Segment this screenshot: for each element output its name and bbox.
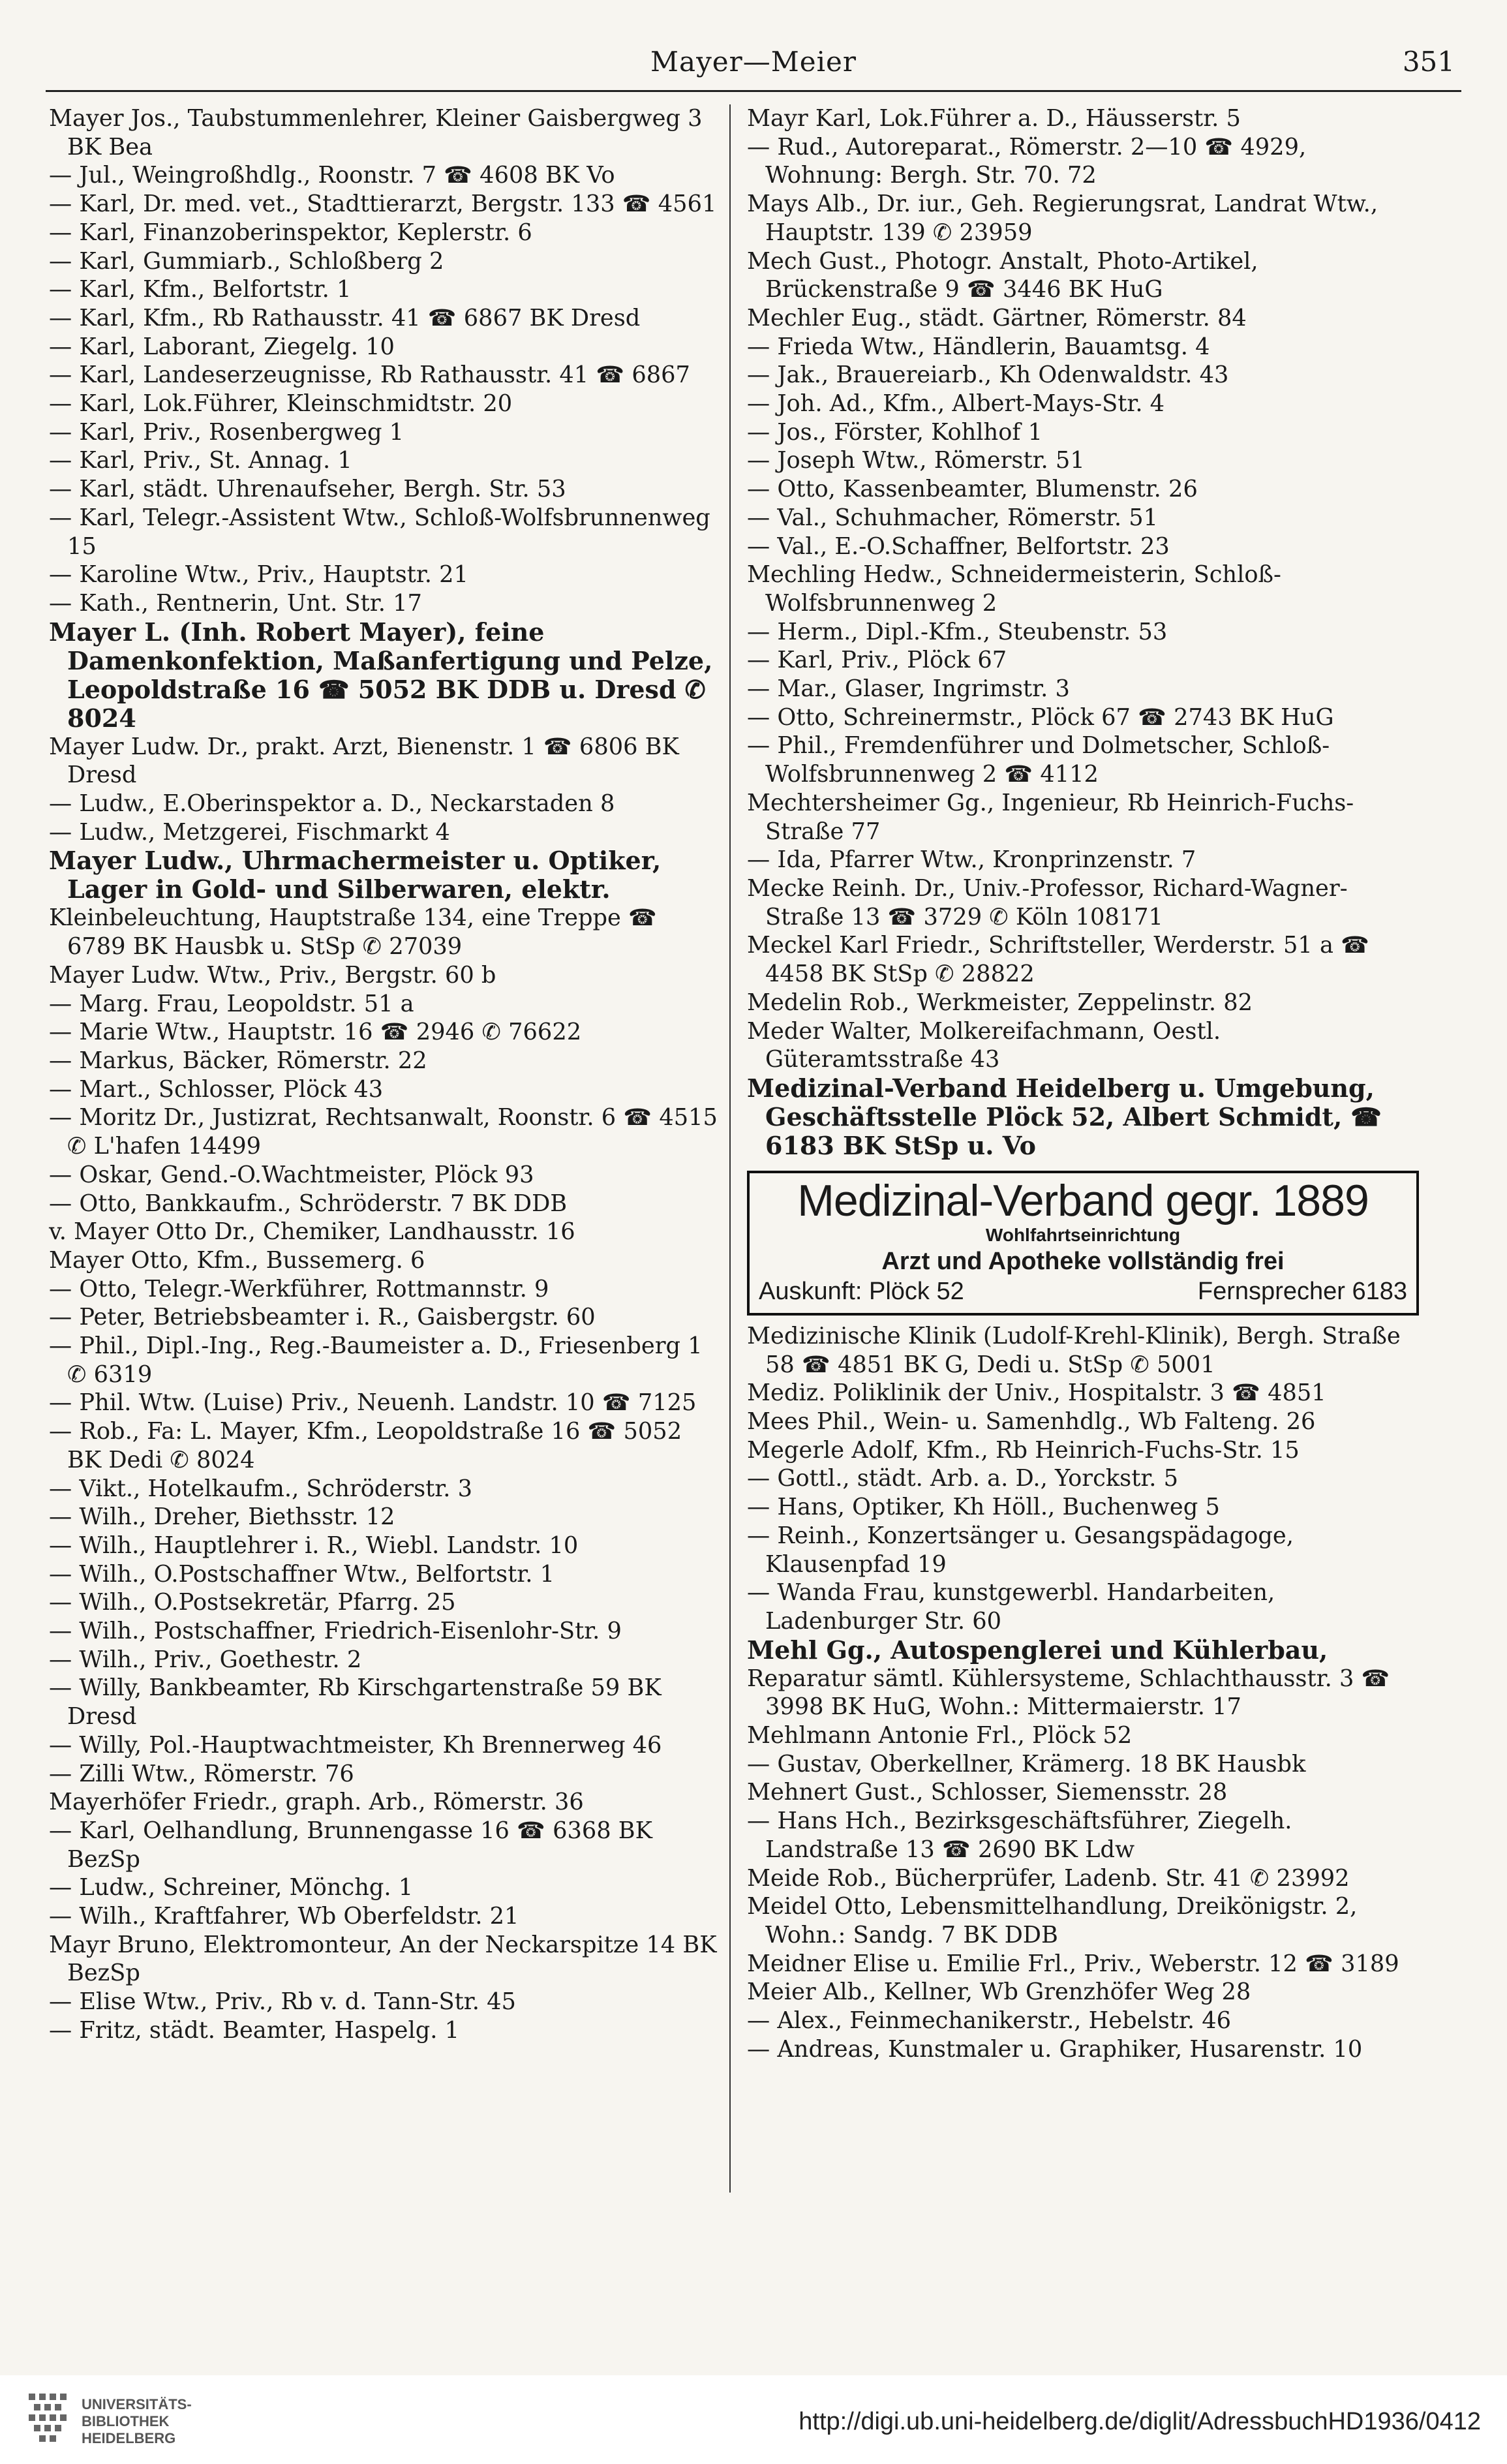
directory-entry: — Wanda Frau, kunstgewerbl. Handarbeiten, Ladenburger Str. 60 bbox=[747, 1579, 1275, 1635]
directory-entry: Mayr Bruno, Elektromonteur, An der Neckarspitze 14 BK BezSp bbox=[49, 1931, 717, 1987]
medizinal-verband-advertisement bbox=[747, 1171, 1419, 1316]
directory-entry: Meier Alb., Kellner, Wb Grenzhöfer Weg 28 bbox=[747, 1979, 1251, 2006]
directory-entry: — Karl, Kfm., Rb Rathausstr. 41 ☎ 6867 BK Dresd bbox=[49, 304, 641, 331]
directory-entry: — Moritz Dr., Justizrat, Rechtsanwalt, Roonstr. 6 ☎ 4515 ✆ L'hafen 14499 bbox=[49, 1104, 718, 1160]
directory-entry: — Val., Schuhmacher, Römerstr. 51 bbox=[747, 504, 1158, 531]
directory-entry: — Joseph Wtw., Römerstr. 51 bbox=[747, 447, 1085, 474]
directory-entry: — Fritz, städt. Beamter, Haspelg. 1 bbox=[49, 2016, 460, 2044]
directory-entry: Medelin Rob., Werkmeister, Zeppelinstr. 82 bbox=[747, 989, 1253, 1016]
directory-entry: — Elise Wtw., Priv., Rb v. d. Tann-Str. 45 bbox=[49, 1988, 516, 2016]
directory-entry: — Kath., Rentnerin, Unt. Str. 17 bbox=[49, 589, 422, 617]
directory-entry: — Karl, Gummiarb., Schloßberg 2 bbox=[49, 247, 444, 275]
directory-entry: Mehnert Gust., Schlosser, Siemensstr. 28 bbox=[747, 1779, 1228, 1806]
running-title: Mayer—Meier bbox=[650, 46, 857, 78]
directory-entry: — Otto, Kassenbeamter, Blumenstr. 26 bbox=[747, 476, 1198, 503]
right-column-top bbox=[747, 104, 1419, 1160]
directory-entry: — Markus, Bäcker, Römerstr. 22 bbox=[49, 1047, 427, 1074]
directory-entry: — Mar., Glaser, Ingrimstr. 3 bbox=[747, 675, 1070, 703]
directory-entry: Mayr Karl, Lok.Führer a. D., Häusserstr. 5 bbox=[747, 105, 1241, 132]
directory-entry: — Gustav, Oberkellner, Krämerg. 18 BK Hausbk bbox=[747, 1750, 1306, 1778]
directory-entry: — Vikt., Hotelkaufm., Schröderstr. 3 bbox=[49, 1475, 472, 1502]
directory-entry: — Jos., Förster, Kohlhof 1 bbox=[747, 418, 1043, 446]
directory-entry: — Karoline Wtw., Priv., Hauptstr. 21 bbox=[49, 561, 468, 589]
directory-entry: Medizinische Klinik (Ludolf-Krehl-Klinik), Bergh. Straße 58 ☎ 4851 BK G, Dedi u. StSp ✆ 5001 bbox=[747, 1322, 1401, 1378]
directory-entry: Mayer L. (Inh. Robert Mayer), feine Damenkonfektion, Maßanfertigung und Pelze, Leopoldstraße 16 ☎ 5052 BK DDB u. Dresd ✆ 8024 bbox=[49, 617, 713, 733]
directory-entry: — Wilh., Priv., Goethestr. 2 bbox=[49, 1646, 362, 1673]
header-rule bbox=[46, 90, 1461, 92]
directory-entry: Meder Walter, Molkereifachmann, Oestl. Güteramtsstraße 43 bbox=[747, 1017, 1221, 1073]
directory-entry: — Wilh., Kraftfahrer, Wb Oberfeldstr. 21 bbox=[49, 1903, 519, 1930]
directory-entry: Mech Gust., Photogr. Anstalt, Photo-Artikel, Brückenstraße 9 ☎ 3446 BK HuG bbox=[747, 247, 1258, 303]
directory-entry: — Willy, Pol.-Hauptwachtmeister, Kh Brennerweg 46 bbox=[49, 1731, 662, 1759]
right-column bbox=[747, 104, 1419, 2063]
directory-entry: — Wilh., Hauptlehrer i. R., Wiebl. Landstr. 10 bbox=[49, 1532, 579, 1559]
directory-entry: — Marie Wtw., Hauptstr. 16 ☎ 2946 ✆ 76622 bbox=[49, 1019, 582, 1046]
page-header bbox=[46, 46, 1461, 85]
directory-entry: — Ludw., Metzgerei, Fischmarkt 4 bbox=[49, 818, 450, 846]
left-column bbox=[49, 104, 721, 2045]
source-url-link[interactable]: http://digi.ub.uni-heidelberg.de/diglit/AdressbuchHD1936/0412 bbox=[799, 2408, 1481, 2435]
directory-entry: Mehl Gg., Autospenglerei und Kühlerbau, bbox=[747, 1635, 1328, 1665]
page-footer bbox=[0, 2375, 1507, 2464]
directory-entry: Mehlmann Antonie Frl., Plöck 52 bbox=[747, 1722, 1133, 1749]
directory-entry: — Karl, städt. Uhrenaufseher, Bergh. Str. 53 bbox=[49, 476, 566, 503]
directory-entry: — Karl, Oelhandlung, Brunnengasse 16 ☎ 6368 BK BezSp bbox=[49, 1817, 652, 1873]
directory-entry: Mayer Ludw. Dr., prakt. Arzt, Bienenstr. 1 ☎ 6806 BK Dresd bbox=[49, 733, 679, 789]
directory-entry: — Karl, Kfm., Belfortstr. 1 bbox=[49, 276, 352, 303]
directory-entry: — Andreas, Kunstmaler u. Graphiker, Husarenstr. 10 bbox=[747, 2035, 1363, 2063]
directory-entry: — Marg. Frau, Leopoldstr. 51 a bbox=[49, 990, 414, 1017]
directory-entry: — Otto, Schreinermstr., Plöck 67 ☎ 2743 BK HuG bbox=[747, 703, 1334, 731]
directory-entry: — Oskar, Gend.-O.Wachtmeister, Plöck 93 bbox=[49, 1161, 534, 1188]
directory-entry: Meidel Otto, Lebensmittelhandlung, Dreikönigstr. 2, Wohn.: Sandg. 7 BK DDB bbox=[747, 1893, 1358, 1948]
directory-entry: — Karl, Dr. med. vet., Stadttierarzt, Bergstr. 133 ☎ 4561 bbox=[49, 191, 717, 218]
directory-entry: — Val., E.-O.Schaffner, Belfortstr. 23 bbox=[747, 532, 1170, 560]
directory-entry: — Phil., Dipl.-Ing., Reg.-Baumeister a. D., Friesenberg 1 ✆ 6319 bbox=[49, 1332, 703, 1388]
directory-entry: Meidner Elise u. Emilie Frl., Priv., Weberstr. 12 ☎ 3189 bbox=[747, 1950, 1399, 1977]
directory-entry: v. Mayer Otto Dr., Chemiker, Landhausstr. 16 bbox=[49, 1218, 575, 1246]
ad-subtitle: Wohlfahrtseinrichtung bbox=[985, 1224, 1181, 1245]
directory-entry: Kleinbeleuchtung, Hauptstraße 134, eine Treppe ☎ 6789 BK Hausbk u. StSp ✆ 27039 bbox=[49, 904, 657, 961]
directory-entry: — Herm., Dipl.-Kfm., Steubenstr. 53 bbox=[747, 618, 1168, 645]
directory-entry: — Reinh., Konzertsänger u. Gesangspädagoge, Klausenpfad 19 bbox=[747, 1522, 1294, 1578]
directory-entry: Mechtersheimer Gg., Ingenieur, Rb Heinrich-Fuchs-Straße 77 bbox=[747, 789, 1354, 845]
directory-entry: — Karl, Laborant, Ziegelg. 10 bbox=[49, 333, 395, 360]
directory-entry: — Ida, Pfarrer Wtw., Kronprinzenstr. 7 bbox=[747, 846, 1196, 874]
directory-entry: Mays Alb., Dr. iur., Geh. Regierungsrat, Landrat Wtw., Hauptstr. 139 ✆ 23959 bbox=[747, 191, 1378, 246]
directory-entry: Mees Phil., Wein- u. Samenhdlg., Wb Falteng. 26 bbox=[747, 1408, 1316, 1436]
directory-entry: — Zilli Wtw., Römerstr. 76 bbox=[49, 1760, 354, 1787]
directory-entry: Mechler Eug., städt. Gärtner, Römerstr. 84 bbox=[747, 304, 1247, 331]
directory-entry: — Hans, Optiker, Kh Höll., Buchenweg 5 bbox=[747, 1494, 1220, 1521]
directory-entry: Mayer Ludw. Wtw., Priv., Bergstr. 60 b bbox=[49, 961, 496, 989]
directory-entry: — Karl, Landeserzeugnisse, Rb Rathausstr. 41 ☎ 6867 bbox=[49, 362, 690, 389]
directory-entry: Reparatur sämtl. Kühlersysteme, Schlachthausstr. 3 ☎ 3998 BK HuG, Wohn.: Mittermaierstr. 17 bbox=[747, 1665, 1390, 1721]
directory-entry: — Wilh., Dreher, Biethsstr. 12 bbox=[49, 1503, 395, 1531]
directory-entry: Mecke Reinh. Dr., Univ.-Professor, Richard-Wagner-Straße 13 ☎ 3729 ✆ Köln 108171 bbox=[747, 874, 1348, 931]
right-column-bottom bbox=[747, 1322, 1419, 2064]
directory-entry: — Rud., Autoreparat., Römerstr. 2—10 ☎ 4929, Wohnung: Bergh. Str. 70. 72 bbox=[747, 133, 1307, 189]
ad-info-left: Auskunft: Plöck 52 bbox=[759, 1277, 964, 1305]
directory-entry: — Gottl., städt. Arb. a. D., Yorckstr. 5 bbox=[747, 1465, 1179, 1492]
directory-entry: — Frieda Wtw., Händlerin, Bauamtsg. 4 bbox=[747, 333, 1210, 360]
directory-entry: — Alex., Feinmechanikerstr., Hebelstr. 46 bbox=[747, 2007, 1232, 2035]
library-name: UNIVERSITÄTS- BIBLIOTHEK HEIDELBERG bbox=[82, 2396, 192, 2446]
directory-entry: — Karl, Telegr.-Assistent Wtw., Schloß-Wolfsbrunnenweg 15 bbox=[49, 504, 710, 560]
directory-entry: — Otto, Telegr.-Werkführer, Rottmannstr. 9 bbox=[49, 1275, 549, 1302]
directory-entry: — Mart., Schlosser, Plöck 43 bbox=[49, 1075, 384, 1103]
directory-entry: Mechling Hedw., Schneidermeisterin, Schloß-Wolfsbrunnenweg 2 bbox=[747, 561, 1281, 617]
ad-title: Medizinal-Verband gegr. 1889 bbox=[797, 1175, 1369, 1225]
directory-entry: — Hans Hch., Bezirksgeschäftsführer, Ziegelh. Landstraße 13 ☎ 2690 BK Ldw bbox=[747, 1808, 1292, 1863]
directory-entry: — Peter, Betriebsbeamter i. R., Gaisbergstr. 60 bbox=[49, 1304, 596, 1331]
university-library-logo-icon bbox=[26, 2390, 72, 2448]
directory-entry: Medizinal-Verband Heidelberg u. Umgebung, Geschäftsstelle Plöck 52, Albert Schmidt, ☎ 6183 BK StSp u. Vo bbox=[747, 1073, 1382, 1160]
directory-entry: — Wilh., O.Postsekretär, Pfarrg. 25 bbox=[49, 1589, 456, 1616]
ad-info-right: Fernsprecher 6183 bbox=[1197, 1277, 1407, 1305]
directory-entry: — Ludw., E.Oberinspektor a. D., Neckarstaden 8 bbox=[49, 790, 615, 818]
ad-info-row bbox=[759, 1276, 1407, 1306]
directory-entry: — Willy, Bankbeamter, Rb Kirschgartenstraße 59 BK Dresd bbox=[49, 1674, 662, 1731]
directory-entry: — Wilh., O.Postschaffner Wtw., Belfortstr. 1 bbox=[49, 1560, 555, 1588]
directory-entry: Mediz. Poliklinik der Univ., Hospitalstr. 3 ☎ 4851 bbox=[747, 1379, 1326, 1407]
directory-entry: — Karl, Priv., Rosenbergweg 1 bbox=[49, 418, 404, 446]
directory-entry: — Otto, Bankkaufm., Schröderstr. 7 BK DDB bbox=[49, 1190, 568, 1217]
directory-entry: Meide Rob., Bücherprüfer, Ladenb. Str. 41 ✆ 23992 bbox=[747, 1864, 1350, 1892]
directory-entry: — Phil. Wtw. (Luise) Priv., Neuenh. Landstr. 10 ☎ 7125 bbox=[49, 1389, 697, 1417]
directory-entry: Mayer Ludw., Uhrmachermeister u. Optiker, Lager in Gold- und Silberwaren, elektr. bbox=[49, 846, 662, 904]
directory-entry: — Karl, Lok.Führer, Kleinschmidtstr. 20 bbox=[49, 390, 513, 418]
directory-entry: — Karl, Finanzoberinspektor, Keplerstr. 6 bbox=[49, 219, 532, 246]
directory-entry: Meckel Karl Friedr., Schriftsteller, Werderstr. 51 a ☎ 4458 BK StSp ✆ 28822 bbox=[747, 932, 1369, 988]
directory-entry: Megerle Adolf, Kfm., Rb Heinrich-Fuchs-Str. 15 bbox=[747, 1436, 1300, 1464]
directory-entry: Mayer Jos., Taubstummenlehrer, Kleiner Gaisbergweg 3 BK Bea bbox=[49, 105, 703, 161]
directory-entry: — Wilh., Postschaffner, Friedrich-Eisenlohr-Str. 9 bbox=[49, 1618, 622, 1645]
directory-entry: — Jul., Weingroßhdlg., Roonstr. 7 ☎ 4608 BK Vo bbox=[49, 162, 615, 189]
directory-entry: — Karl, Priv., St. Annag. 1 bbox=[49, 447, 352, 474]
directory-entry: — Jak., Brauereiarb., Kh Odenwaldstr. 43 bbox=[747, 362, 1229, 389]
directory-entry: Mayer Otto, Kfm., Bussemerg. 6 bbox=[49, 1246, 425, 1274]
directory-entry: — Joh. Ad., Kfm., Albert-Mays-Str. 4 bbox=[747, 390, 1165, 418]
page-number: 351 bbox=[1402, 46, 1455, 78]
ad-main-text: Arzt und Apotheke vollständig frei bbox=[881, 1247, 1285, 1275]
directory-entry: — Rob., Fa: L. Mayer, Kfm., Leopoldstraße 16 ☎ 5052 BK Dedi ✆ 8024 bbox=[49, 1418, 682, 1473]
directory-entry: — Phil., Fremdenführer und Dolmetscher, Schloß-Wolfsbrunnenweg 2 ☎ 4112 bbox=[747, 732, 1330, 788]
directory-entry: — Ludw., Schreiner, Mönchg. 1 bbox=[49, 1874, 414, 1902]
directory-entry: Mayerhöfer Friedr., graph. Arb., Römerstr. 36 bbox=[49, 1789, 584, 1816]
column-divider bbox=[729, 104, 731, 2193]
directory-entry: — Karl, Priv., Plöck 67 bbox=[747, 647, 1007, 674]
